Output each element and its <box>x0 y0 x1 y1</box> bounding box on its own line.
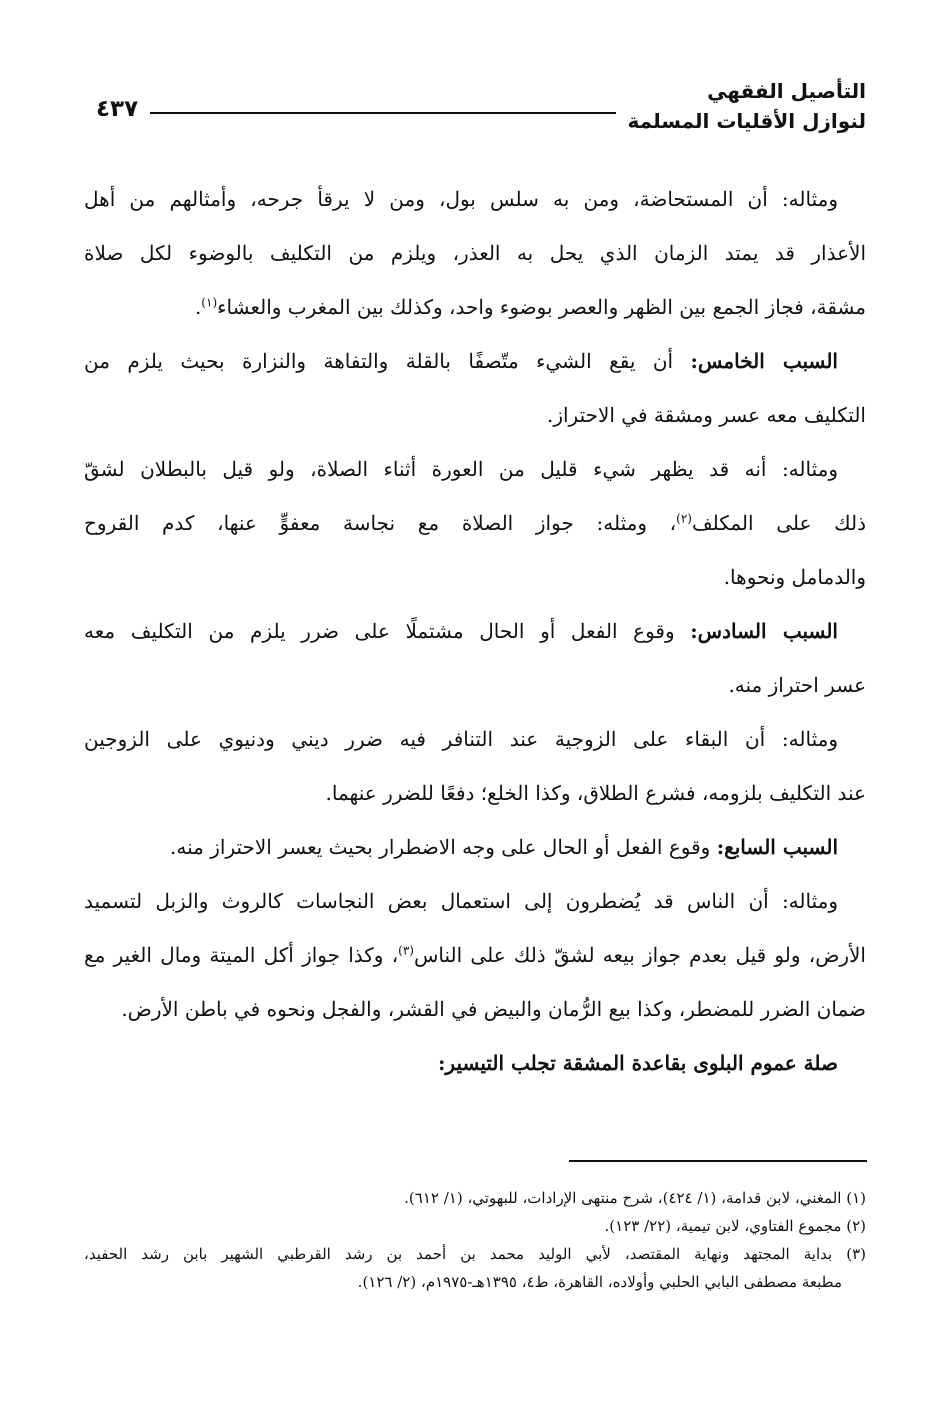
text-line: عسر احتراز منه. <box>728 673 866 697</box>
footnotes <box>84 1184 866 1296</box>
text-line: ومثاله: أن الناس قد يُضطرون إلى استعمال بعض النجاسات كالروث والزبل لتسميد <box>84 889 838 913</box>
text-line: السبب السابع: وقوع الفعل أو الحال على وجه الاضطرار بحيث يعسر الاحتراز منه. <box>170 835 838 859</box>
text-line: عند التكليف بلزومه، فشرع الطلاق، وكذا الخلع؛ دفعًا للضرر عنهما. <box>325 781 866 805</box>
text-line: ومثاله: أنه قد يظهر شيء قليل من العورة أثناء الصلاة، ولو قيل بالبطلان لشقّ <box>84 457 838 481</box>
page-number: ٤٣٧ <box>96 96 139 122</box>
header-rule <box>150 112 616 114</box>
subsection-heading: صلة عموم البلوى بقاعدة المشقة تجلب التيسير: <box>438 1051 838 1075</box>
text-line: التكليف معه عسر ومشقة في الاحتراز. <box>546 403 866 427</box>
text-line: والدمامل ونحوها. <box>723 565 866 589</box>
text-line: مشقة، فجاز الجمع بين الظهر والعصر بوضوء واحد، وكذلك بين المغرب والعشاء$^{(١)}$. <box>194 295 866 319</box>
section-heading-5: السبب الخامس: <box>690 349 838 373</box>
footnote-3: (٣) بداية المجتهد ونهاية المقتصد، لأبي الوليد محمد بن أحمد بن رشد القرطبي الشهير بابن رشد الحفيد، <box>84 1245 866 1263</box>
section-heading-6: السبب السادس: <box>690 619 838 643</box>
text-line: ذلك على المكلف$^{(٢)}$، ومثله: جواز الصلاة مع نجاسة معفوٍّ عنها، كدم القروح <box>84 511 866 535</box>
footnote-rule <box>569 1160 867 1162</box>
footnote-3-continued: مطبعة مصطفى البابي الحلبي وأولاده، القاهرة، ط٤، ١٣٩٥هـ-١٩٧٥م، (٢/ ١٢٦). <box>357 1273 842 1291</box>
main-text <box>84 172 866 1090</box>
text-line: ضمان الضرر للمضطر، وكذا بيع الرُّمان والبيض في القشر، والفجل ونحوه في باطن الأرض. <box>121 997 866 1021</box>
footnote-ref-3: (٣) <box>398 943 414 958</box>
running-header <box>84 76 866 146</box>
text-line: الأعذار قد يمتد الزمان الذي يحل به العذر، ويلزم من التكليف بالوضوء لكل صلاة <box>84 241 866 265</box>
header-title-line-2: لنوازل الأقليات المسلمة <box>627 109 866 133</box>
footnote-ref-1: (١) <box>201 295 218 310</box>
text-line: الأرض، ولو قيل بعدم جواز بيعه لشقّ ذلك على الناس$^{(٣)}$، وكذا جواز أكل الميتة ومال الغير مع <box>84 943 866 967</box>
footnote-1: (١) المغني، لابن قدامة، (١/ ٤٢٤)، شرح منتهى الإرادات، للبهوتي، (١/ ٦١٢). <box>404 1189 866 1207</box>
text-line: ومثاله: أن البقاء على الزوجية عند التنافر فيه ضرر ديني ودنيوي على الزوجين <box>84 727 838 751</box>
section-heading-7: السبب السابع: <box>716 835 838 859</box>
text-line: السبب الخامس: أن يقع الشيء متّصفًا بالقلة والتفاهة والنزارة بحيث يلزم من <box>84 349 838 373</box>
running-header-title <box>628 76 866 136</box>
footnote-2: (٢) مجموع الفتاوي، لابن تيمية، (٢٢/ ١٢٣). <box>604 1217 866 1235</box>
header-title-line-1: التأصيل الفقهي <box>707 79 866 103</box>
text-line: ومثاله: أن المستحاضة، ومن به سلس بول، ومن لا يرقأ جرحه، وأمثالهم من أهل <box>84 187 838 211</box>
footnote-ref-2: (٢) <box>676 511 692 526</box>
text-line: السبب السادس: وقوع الفعل أو الحال مشتملًا على ضرر يلزم من التكليف معه <box>84 619 838 643</box>
